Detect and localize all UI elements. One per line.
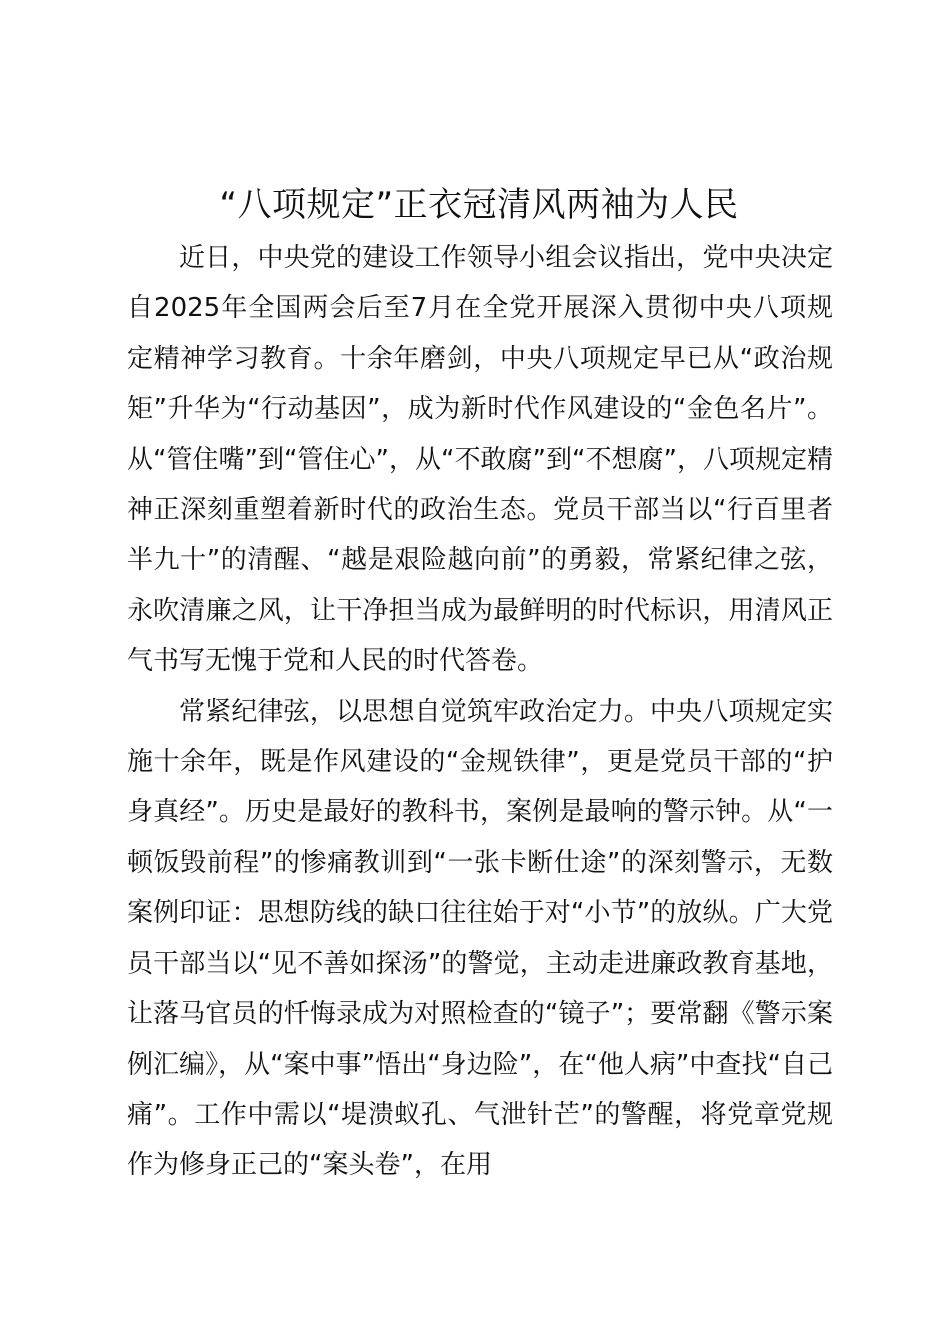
document-body (127, 233, 833, 1191)
document-title: “八项规定”正衣冠清风两袖为人民 (219, 185, 739, 225)
paragraph: 常紧纪律弦，以思想自觉筑牢政治定力。中央八项规定实施十余年，既是作风建设的“金规铁律”，更是党员干部的“护身真经”。历史是最好的教科书，案例是最响的警示钟。从“一顿饭毁前程”的惨痛教训到“一张卡断仕途”的深刻警示，无数案例印证：思想防线的缺口往往始于对“小节”的放纵。广大党员干部当以“见不善如探汤”的警觉，主动走进廉政教育基地，让落马官员的忏悔录成为对照检查的“镜子”；要常翻《警示案例汇编》，从“案中事”悟出“身边险”，在“他人病”中查找“自己痛”。工作中需以“堤溃蚁孔、气泄针芒”的警醒，将党章党规作为修身正己的“案头卷”，在用 (127, 696, 833, 1181)
paragraph: 近日，中央党的建设工作领导小组会议指出，党中央决定自2025年全国两会后至7月在全党开展深入贯彻中央八项规定精神学习教育。十余年磨剑，中央八项规定早已从“政治规矩”升华为“行动基因”，成为新时代作风建设的“金色名片”。从“管住嘴”到“管住心”，从“不敢腐”到“不想腐”，八项规定精神正深刻重塑着新时代的政治生态。党员干部当以“行百里者半九十”的清醒、“越是艰险越向前”的勇毅，常紧纪律之弦，永吹清廉之风，让干净担当成为最鲜明的时代标识，用清风正气书写无愧于党和人民的时代答卷。 (127, 243, 833, 677)
